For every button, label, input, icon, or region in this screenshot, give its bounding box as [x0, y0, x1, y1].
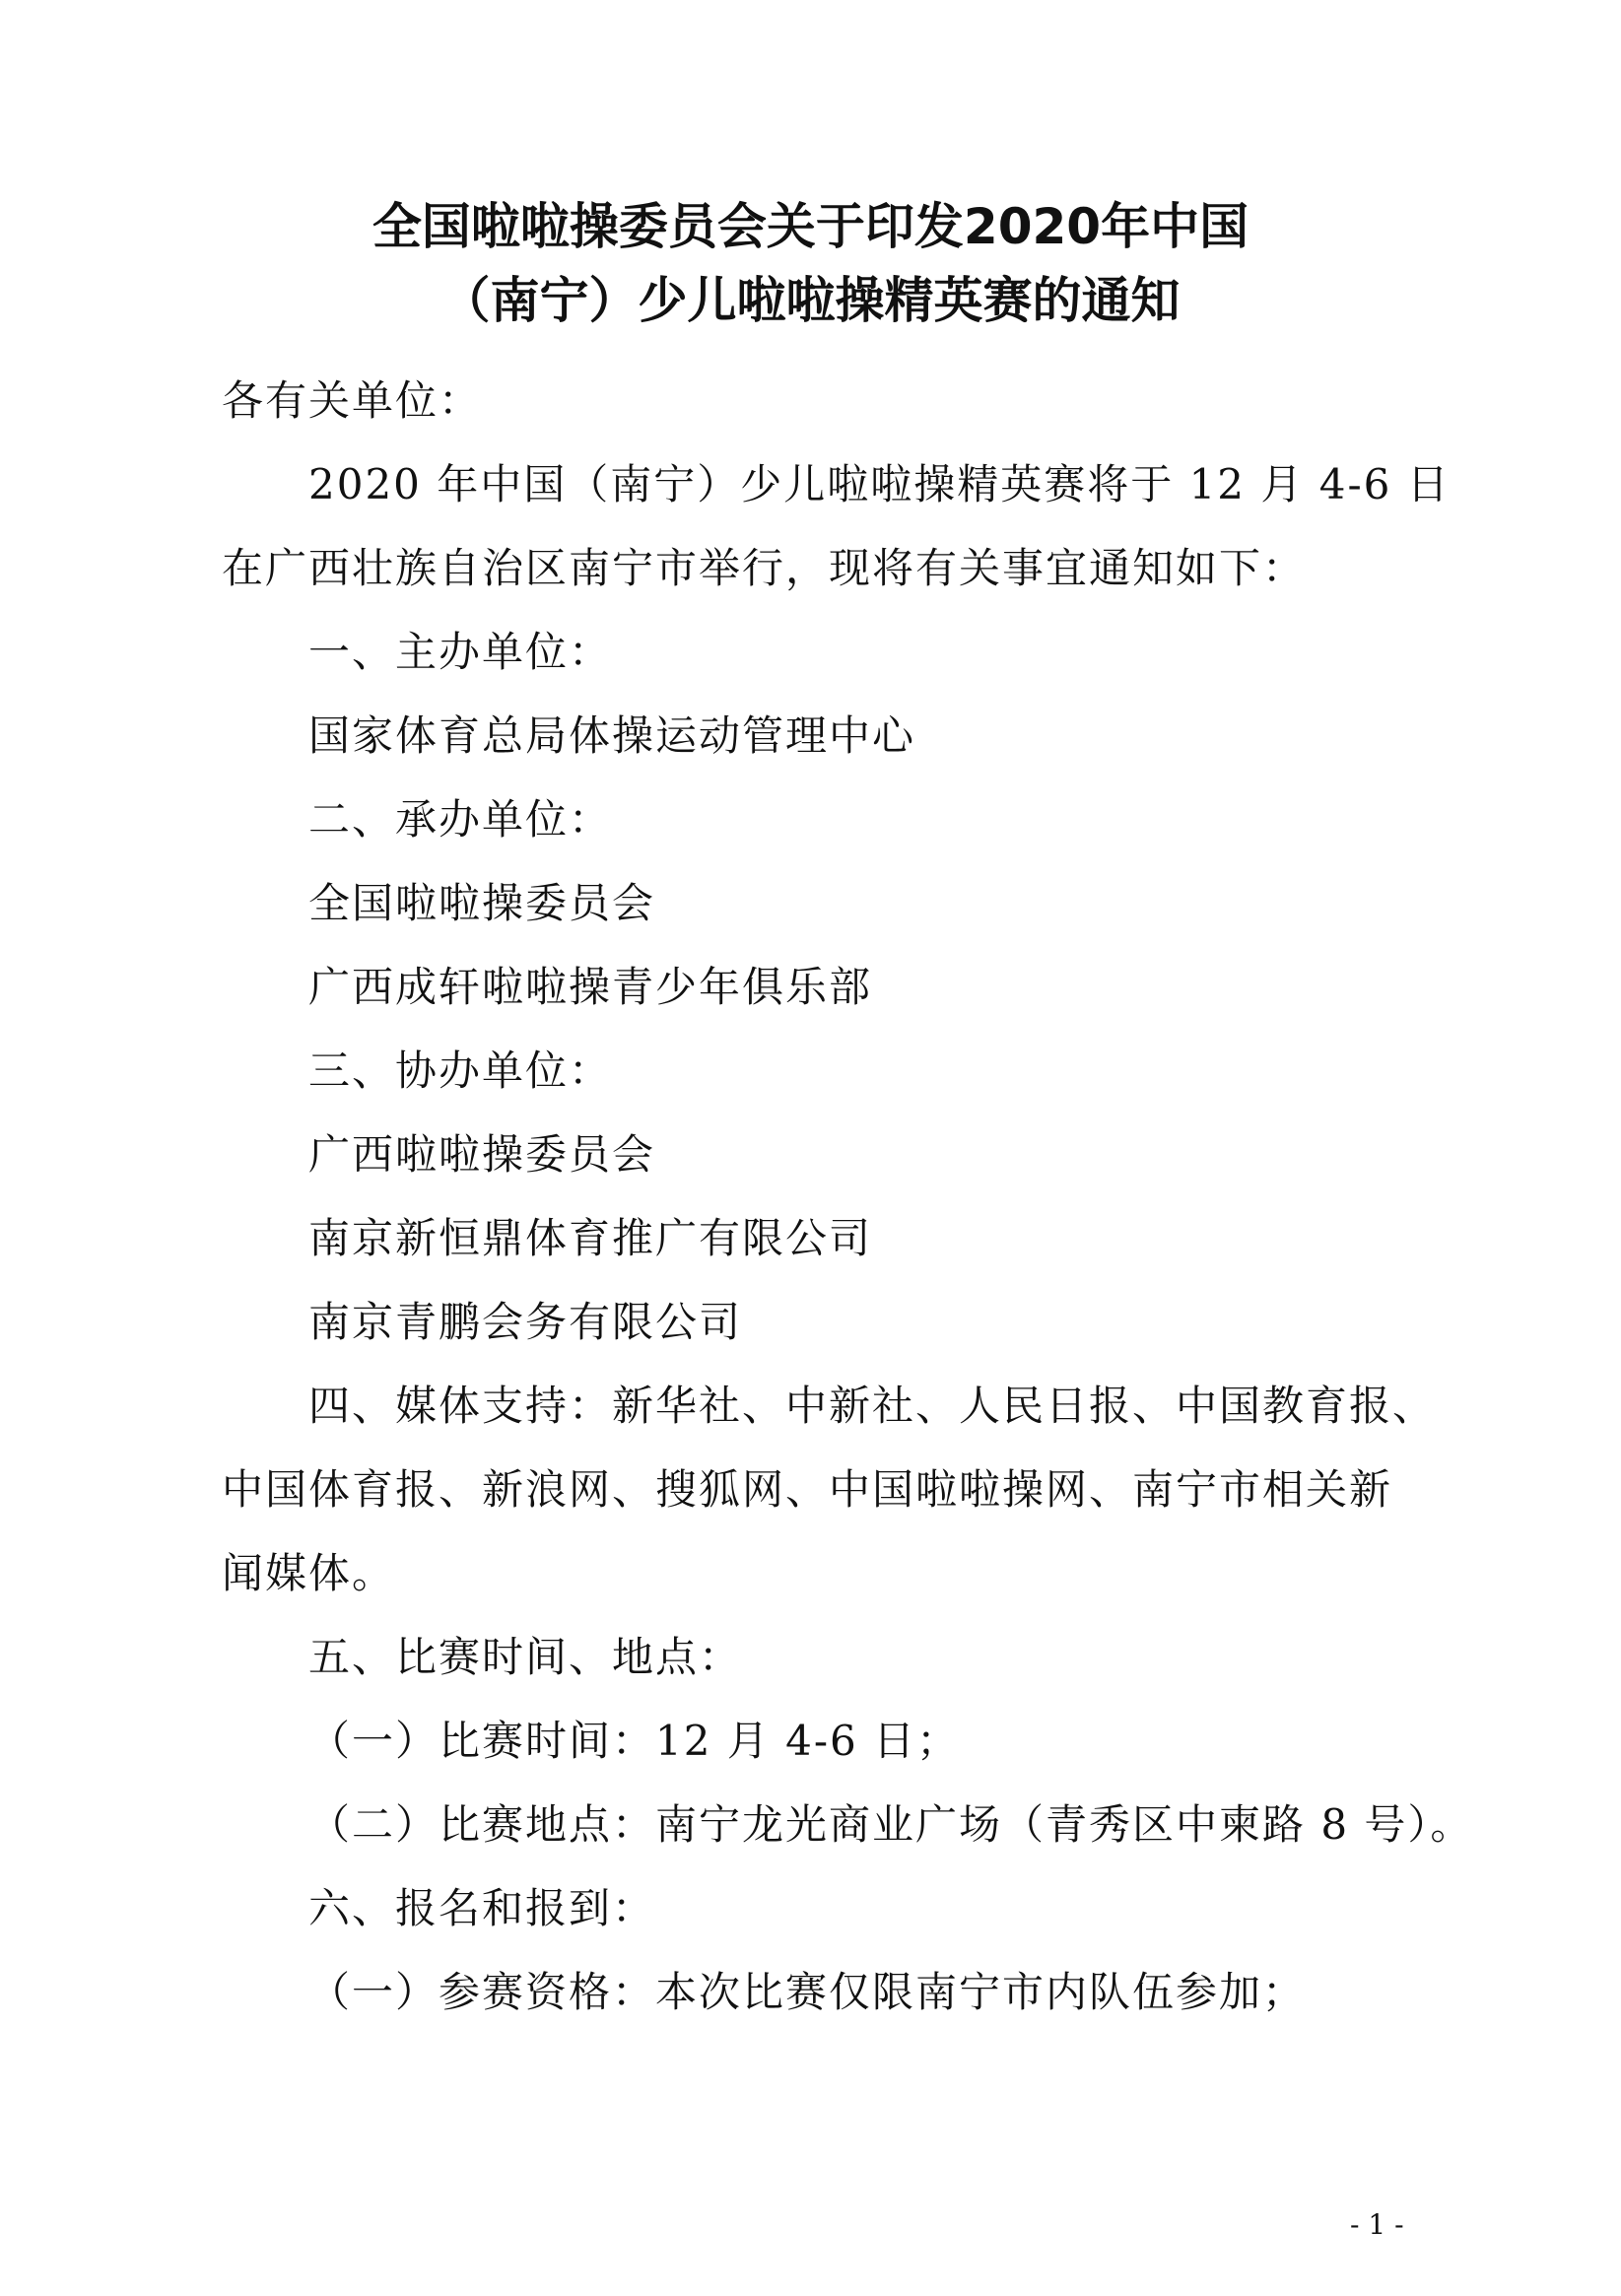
section-1-heading: 一、主办单位： [308, 628, 613, 676]
section-3-heading: 三、协办单位： [308, 1047, 613, 1095]
section-6-heading: 六、报名和报到： [308, 1884, 656, 1932]
document-title-line-1: 全国啦啦操委员会关于印发2020年中国 [371, 198, 1250, 255]
section-5-heading: 五、比赛时间、地点： [308, 1633, 743, 1681]
salutation: 各有关单位： [222, 376, 483, 425]
section-1-item-1: 国家体育总局体操运动管理中心 [308, 711, 916, 760]
section-2-item-1: 全国啦啦操委员会 [308, 879, 656, 927]
section-4-line-3: 闻媒体。 [222, 1549, 396, 1597]
section-2-heading: 二、承办单位： [308, 795, 613, 844]
section-3-item-3: 南京青鹏会务有限公司 [308, 1298, 743, 1346]
section-3-item-2: 南京新恒鼎体育推广有限公司 [308, 1214, 873, 1262]
section-6-item-1: （一）参赛资格：本次比赛仅限南宁市内队伍参加； [308, 1968, 1307, 2016]
section-4-line-2: 中国体育报、新浪网、搜狐网、中国啦啦操网、南宁市相关新 [222, 1465, 1393, 1514]
document-title-line-2: （南宁）少儿啦啦操精英赛的通知 [440, 272, 1181, 329]
section-2-item-2: 广西成轩啦啦操青少年俱乐部 [308, 963, 873, 1011]
intro-line-2: 在广西壮族自治区南宁市举行，现将有关事宜通知如下： [222, 544, 1307, 592]
section-5-item-2: （二）比赛地点：南宁龙光商业广场（青秀区中柬路 8 号）。 [308, 1800, 1474, 1849]
page-number: - 1 - [1350, 2208, 1404, 2241]
section-4-line-1: 四、媒体支持：新华社、中新社、人民日报、中国教育报、 [308, 1382, 1437, 1430]
section-5-item-1: （一）比赛时间：12 月 4-6 日； [308, 1717, 961, 1765]
intro-line-1: 2020 年中国（南宁）少儿啦啦操精英赛将于 12 月 4-6 日 [308, 460, 1451, 508]
section-3-item-1: 广西啦啦操委员会 [308, 1130, 656, 1179]
